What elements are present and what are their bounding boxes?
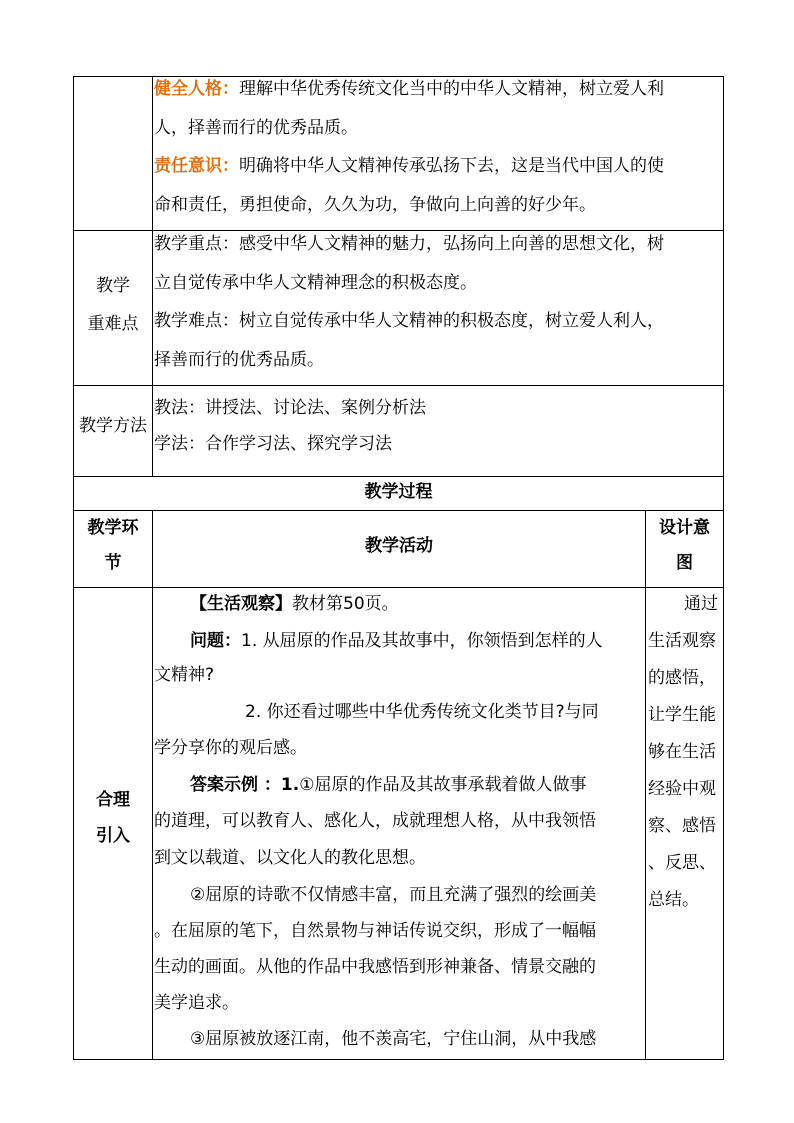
answer-number: 1. [280,775,300,795]
intent-line: 总结。 [648,890,699,910]
responsibility-line-1 [154,156,664,176]
observation-text: 教材第50页。 [292,594,399,614]
table-border-right [723,76,724,1060]
methods-label: 教学方法 [79,416,147,436]
responsibility-text-1: 明确将中华人文精神传承弘扬下去，这是当代中国人的使 [239,156,664,176]
intro-stage-2: 引入 [96,826,130,846]
key-points-label-1: 教学 [96,276,130,296]
answer-2-line-2: 。在屈原的笔下，自然景物与神话传说交织，形成了一幅幅 [154,921,596,941]
observation-line [190,594,399,614]
column-divider-intent [645,510,646,1060]
intent-line: 够在生活 [648,742,716,762]
col-stage-1: 教学环 [87,518,139,538]
answer-1-line-2: 的道理，可以教育人、感化人，成就理想人格，从中我领悟 [154,811,596,831]
intro-stage-1: 合理 [96,790,130,810]
intent-line: 让学生能 [648,705,716,725]
answer-1-line-1 [190,775,586,795]
intent-line: 察、感悟 [648,816,716,836]
table-border-bottom [73,1059,724,1060]
answer-2-line-1: ②屈原的诗歌不仅情感丰富，而且充满了强烈的绘画美 [190,885,597,905]
answer-2-line-4: 美学追求。 [154,993,239,1013]
key-points-label-2: 重难点 [87,314,139,334]
answer-2-line-3: 生动的画面。从他的作品中我感悟到形神兼备、情景交融的 [154,957,596,977]
row-divider-4 [73,510,724,511]
personality-title: 健全人格： [154,79,239,99]
intent-line: 的感悟， [648,668,716,688]
intent-line: 通过 [684,594,718,614]
responsibility-line-2: 命和责任，勇担使命，久久为功，争做向上向善的好少年。 [154,195,596,215]
row-divider-1 [73,230,724,231]
key-points-line-4: 择善而行的优秀品质。 [154,350,324,370]
col-activity: 教学活动 [365,536,433,556]
observation-title: 【生活观察】 [190,594,292,614]
col-intent-1: 设计意 [659,518,710,538]
question-1-line-1 [190,631,603,651]
process-header: 教学过程 [364,482,433,502]
intent-line: 、反思、 [648,853,716,873]
key-points-line-1: 教学重点：感受中华人文精神的魅力，弘扬向上向善的思想文化，树 [154,234,664,254]
intent-line: 生活观察 [648,631,716,651]
row-divider-3 [73,476,724,477]
methods-line-2: 学法：合作学习法、探究学习法 [154,434,392,454]
row-divider-2 [73,385,724,386]
col-stage-2: 节 [104,553,122,573]
key-points-line-2: 立自觉传承中华人文精神理念的积极态度。 [154,273,477,293]
personality-text-1: 理解中华优秀传统文化当中的中华人文精神，树立爱人利 [239,79,664,99]
personality-line-2: 人，择善而行的优秀品质。 [154,118,358,138]
key-points-line-3: 教学难点：树立自觉传承中华人文精神的积极态度，树立爱人利人， [154,311,664,331]
answer-1-line-3: 到文以载道、以文化人的教化思想。 [154,848,426,868]
question-label: 问题： [190,631,241,651]
methods-line-1: 教法：讲授法、讨论法、案例分析法 [154,398,426,418]
answer-1-text-1: ①屈原的作品及其故事承载着做人做事 [299,775,587,795]
col-intent-2: 图 [676,553,693,573]
column-divider-upper [152,76,153,476]
table-border-top [73,76,724,77]
column-divider-lower [152,510,153,1060]
question-2-line-1: 2. 你还看过哪些中华优秀传统文化类节目?与同 [245,702,599,722]
question-1-line-2: 文精神? [154,665,215,685]
question-1-text: 1. 从屈原的作品及其故事中，你领悟到怎样的人 [241,631,603,651]
responsibility-title: 责任意识： [154,156,239,176]
answer-label: 答案示例 ： [190,775,281,795]
answer-3-line-1: ③屈原被放逐江南，他不羡高宅，宁住山洞，从中我感 [190,1029,597,1049]
row-divider-5 [73,587,724,588]
question-2-line-2: 学分享你的观后感。 [154,738,307,758]
intent-line: 经验中观 [648,779,716,799]
personality-line-1 [154,79,664,99]
